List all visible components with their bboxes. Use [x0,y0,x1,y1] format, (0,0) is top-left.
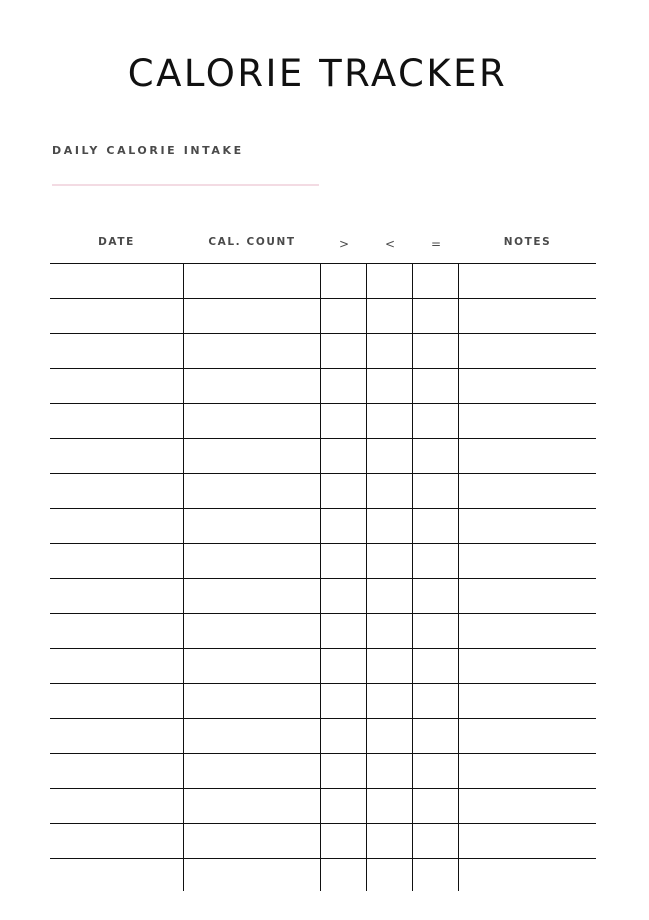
cell-date[interactable] [50,789,183,823]
cell-date[interactable] [50,614,183,648]
cell-notes[interactable] [458,264,597,298]
table-row [50,369,596,404]
cell-cal-count[interactable] [183,579,321,613]
daily-calorie-intake-label: DAILY CALORIE INTAKE [52,144,244,157]
cell-cal-count[interactable] [183,649,321,683]
cell-notes[interactable] [458,789,597,823]
cell-cal-count[interactable] [183,684,321,718]
cell-equal[interactable] [412,719,459,753]
cell-date[interactable] [50,369,183,403]
table-row [50,614,596,649]
table-row [50,754,596,789]
cell-notes[interactable] [458,334,597,368]
header-under: < [384,237,396,251]
cell-over[interactable] [320,719,367,753]
cell-date[interactable] [50,544,183,578]
cell-equal[interactable] [412,404,459,438]
cell-date[interactable] [50,824,183,858]
cell-notes[interactable] [458,439,597,473]
cell-cal-count[interactable] [183,754,321,788]
cell-equal[interactable] [412,859,459,891]
cell-equal[interactable] [412,474,459,508]
cell-cal-count[interactable] [183,544,321,578]
cell-notes[interactable] [458,509,597,543]
cell-under[interactable] [366,334,413,368]
cell-notes[interactable] [458,859,597,891]
cell-under[interactable] [366,649,413,683]
cell-under[interactable] [366,719,413,753]
table-row [50,509,596,544]
table-row [50,264,596,299]
header-cal-count: CAL. COUNT [208,236,296,248]
cell-over[interactable] [320,404,367,438]
table-header-row [50,226,596,264]
cell-equal[interactable] [412,754,459,788]
cell-equal[interactable] [412,509,459,543]
cell-over[interactable] [320,754,367,788]
cell-under[interactable] [366,369,413,403]
cell-under[interactable] [366,614,413,648]
cell-cal-count[interactable] [183,264,321,298]
table-row [50,439,596,474]
cell-date[interactable] [50,264,183,298]
cell-date[interactable] [50,404,183,438]
cell-date[interactable] [50,509,183,543]
cell-notes[interactable] [458,299,597,333]
header-over: > [338,237,350,251]
cell-date[interactable] [50,474,183,508]
cell-under[interactable] [366,299,413,333]
cell-equal[interactable] [412,614,459,648]
cell-under[interactable] [366,474,413,508]
cell-under[interactable] [366,544,413,578]
cell-cal-count[interactable] [183,509,321,543]
cell-cal-count[interactable] [183,474,321,508]
cell-over[interactable] [320,474,367,508]
cell-over[interactable] [320,544,367,578]
header-equal: = [430,237,442,251]
table-row [50,474,596,509]
table-row [50,404,596,439]
cell-equal[interactable] [412,824,459,858]
cell-cal-count[interactable] [183,299,321,333]
cell-notes[interactable] [458,579,597,613]
cell-cal-count[interactable] [183,789,321,823]
cell-over[interactable] [320,579,367,613]
cell-under[interactable] [366,264,413,298]
cell-over[interactable] [320,264,367,298]
cell-equal[interactable] [412,369,459,403]
cell-notes[interactable] [458,649,597,683]
cell-over[interactable] [320,824,367,858]
cell-under[interactable] [366,684,413,718]
cell-over[interactable] [320,649,367,683]
table-row [50,789,596,824]
cell-cal-count[interactable] [183,404,321,438]
cell-over[interactable] [320,789,367,823]
cell-date[interactable] [50,649,183,683]
table-row [50,859,596,891]
cell-over[interactable] [320,299,367,333]
cell-date[interactable] [50,334,183,368]
cell-equal[interactable] [412,544,459,578]
table-row [50,334,596,369]
cell-date[interactable] [50,684,183,718]
cell-date[interactable] [50,579,183,613]
cell-under[interactable] [366,754,413,788]
cell-date[interactable] [50,859,183,891]
table-body [50,264,596,891]
header-notes: NOTES [503,236,552,248]
cell-notes[interactable] [458,719,597,753]
cell-notes[interactable] [458,684,597,718]
cell-cal-count[interactable] [183,614,321,648]
cell-date[interactable] [50,754,183,788]
cell-over[interactable] [320,439,367,473]
cell-equal[interactable] [412,789,459,823]
cell-over[interactable] [320,859,367,891]
cell-equal[interactable] [412,579,459,613]
cell-notes[interactable] [458,754,597,788]
cell-date[interactable] [50,439,183,473]
cell-over[interactable] [320,509,367,543]
cell-equal[interactable] [412,264,459,298]
cell-equal[interactable] [412,649,459,683]
cell-over[interactable] [320,334,367,368]
cell-cal-count[interactable] [183,859,321,891]
cell-equal[interactable] [412,439,459,473]
page-title: CALORIE TRACKER [127,52,508,95]
header-date: DATE [98,236,135,248]
calorie-table [50,226,596,891]
table-row [50,824,596,859]
cell-notes[interactable] [458,404,597,438]
cell-under[interactable] [366,824,413,858]
cell-notes[interactable] [458,544,597,578]
cell-cal-count[interactable] [183,824,321,858]
table-row [50,544,596,579]
table-row [50,684,596,719]
cell-over[interactable] [320,614,367,648]
cell-notes[interactable] [458,824,597,858]
cell-equal[interactable] [412,684,459,718]
daily-calorie-intake-field[interactable] [52,184,319,186]
table-row [50,719,596,754]
cell-cal-count[interactable] [183,334,321,368]
cell-under[interactable] [366,789,413,823]
cell-under[interactable] [366,579,413,613]
table-row [50,579,596,614]
cell-under[interactable] [366,439,413,473]
table-row [50,649,596,684]
cell-under[interactable] [366,509,413,543]
cell-notes[interactable] [458,474,597,508]
cell-date[interactable] [50,719,183,753]
cell-over[interactable] [320,684,367,718]
cell-notes[interactable] [458,614,597,648]
cell-under[interactable] [366,859,413,891]
cell-cal-count[interactable] [183,369,321,403]
cell-notes[interactable] [458,369,597,403]
cell-equal[interactable] [412,334,459,368]
cell-date[interactable] [50,299,183,333]
table-row [50,299,596,334]
cell-cal-count[interactable] [183,439,321,473]
cell-cal-count[interactable] [183,719,321,753]
cell-under[interactable] [366,404,413,438]
cell-equal[interactable] [412,299,459,333]
cell-over[interactable] [320,369,367,403]
